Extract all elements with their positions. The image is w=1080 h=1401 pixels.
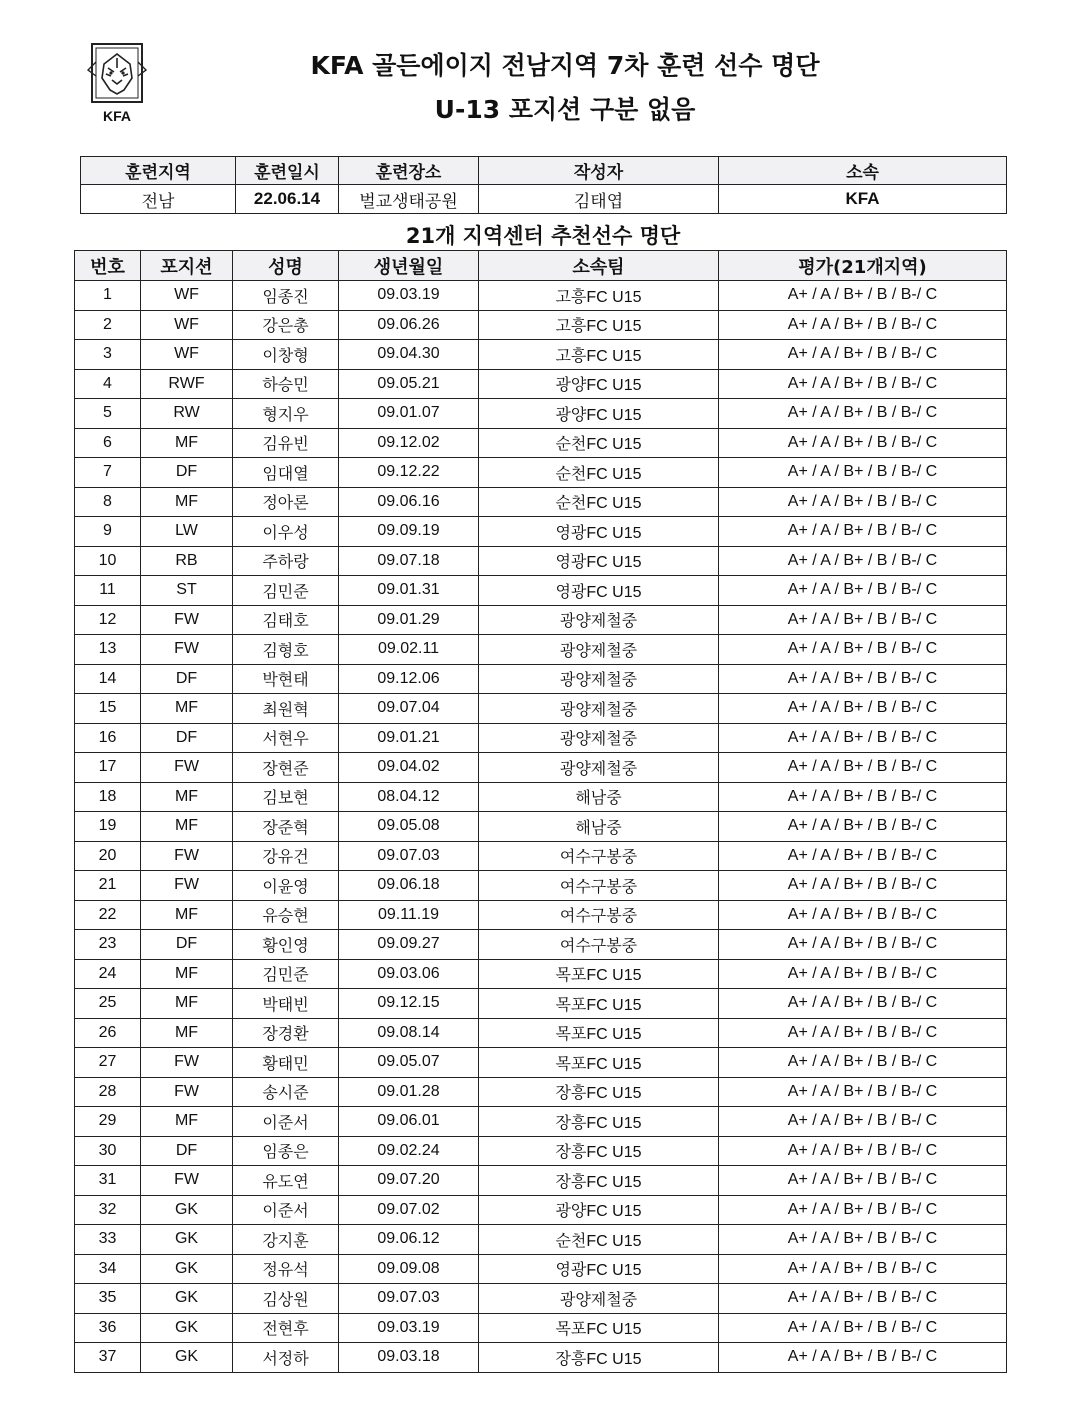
evaluation-cell: A+ / A / B+ / B / B-/ C (719, 1284, 1007, 1314)
row-number-cell: 1 (75, 281, 141, 311)
team-cell: 순천FC U15 (479, 458, 719, 488)
birthdate-cell: 09.07.04 (339, 694, 479, 724)
position-cell: MF (141, 900, 233, 930)
table-row (75, 1284, 1007, 1314)
roster-title: 21개 지역센터 추천선수 명단 (405, 224, 681, 248)
table-row (75, 1225, 1007, 1255)
position-cell: GK (141, 1313, 233, 1343)
row-number-cell: 12 (75, 605, 141, 635)
evaluation-cell: A+ / A / B+ / B / B-/ C (719, 959, 1007, 989)
table-row (75, 1313, 1007, 1343)
team-cell: 목포FC U15 (479, 989, 719, 1019)
player-name-cell: 최원혁 (233, 694, 339, 724)
roster-header-cell: 포지션 (141, 251, 233, 281)
birthdate-cell: 09.05.21 (339, 369, 479, 399)
evaluation-cell: A+ / A / B+ / B / B-/ C (719, 428, 1007, 458)
player-name-cell: 김민준 (233, 959, 339, 989)
roster-header-cell: 성명 (233, 251, 339, 281)
player-name-cell: 임종은 (233, 1136, 339, 1166)
team-cell: 영광FC U15 (479, 517, 719, 547)
row-number-cell: 17 (75, 753, 141, 783)
position-cell: FW (141, 1048, 233, 1078)
birthdate-cell: 09.01.21 (339, 723, 479, 753)
info-header-cell: 작성자 (479, 157, 719, 185)
evaluation-cell: A+ / A / B+ / B / B-/ C (719, 310, 1007, 340)
position-cell: MF (141, 1018, 233, 1048)
info-header-cell: 소속 (719, 157, 1007, 185)
team-cell: 장흥FC U15 (479, 1107, 719, 1137)
evaluation-cell: A+ / A / B+ / B / B-/ C (719, 723, 1007, 753)
evaluation-cell: A+ / A / B+ / B / B-/ C (719, 841, 1007, 871)
birthdate-cell: 09.06.01 (339, 1107, 479, 1137)
birthdate-cell: 09.12.06 (339, 664, 479, 694)
position-cell: FW (141, 1077, 233, 1107)
evaluation-cell: A+ / A / B+ / B / B-/ C (719, 1195, 1007, 1225)
player-name-cell: 김유빈 (233, 428, 339, 458)
position-cell: FW (141, 1166, 233, 1196)
player-name-cell: 장준혁 (233, 812, 339, 842)
row-number-cell: 5 (75, 399, 141, 429)
table-row (75, 664, 1007, 694)
table-row (75, 487, 1007, 517)
team-cell: 광양제철중 (479, 694, 719, 724)
evaluation-cell: A+ / A / B+ / B / B-/ C (719, 1107, 1007, 1137)
position-cell: ST (141, 576, 233, 606)
row-number-cell: 19 (75, 812, 141, 842)
player-name-cell: 김상원 (233, 1284, 339, 1314)
evaluation-cell: A+ / A / B+ / B / B-/ C (719, 1166, 1007, 1196)
player-name-cell: 정아론 (233, 487, 339, 517)
evaluation-cell: A+ / A / B+ / B / B-/ C (719, 458, 1007, 488)
table-row (75, 812, 1007, 842)
position-cell: MF (141, 428, 233, 458)
position-cell: DF (141, 664, 233, 694)
team-cell: 광양제철중 (479, 664, 719, 694)
page-title: KFA 골든에이지 전남지역 7차 훈련 선수 명단 (310, 51, 820, 80)
team-cell: 광양제철중 (479, 723, 719, 753)
team-cell: 고흥FC U15 (479, 340, 719, 370)
row-number-cell: 24 (75, 959, 141, 989)
birthdate-cell: 09.07.03 (339, 1284, 479, 1314)
player-name-cell: 이창형 (233, 340, 339, 370)
table-row (75, 1195, 1007, 1225)
team-cell: 광양제철중 (479, 605, 719, 635)
table-row (75, 1166, 1007, 1196)
player-name-cell: 황태민 (233, 1048, 339, 1078)
table-row (75, 723, 1007, 753)
row-number-cell: 9 (75, 517, 141, 547)
player-name-cell: 장경환 (233, 1018, 339, 1048)
evaluation-cell: A+ / A / B+ / B / B-/ C (719, 635, 1007, 665)
evaluation-cell: A+ / A / B+ / B / B-/ C (719, 782, 1007, 812)
row-number-cell: 22 (75, 900, 141, 930)
team-cell: 고흥FC U15 (479, 310, 719, 340)
row-number-cell: 11 (75, 576, 141, 606)
player-roster-table (74, 250, 1007, 1373)
roster-header-cell: 생년월일 (339, 251, 479, 281)
roster-header-cell: 번호 (75, 251, 141, 281)
team-cell: 장흥FC U15 (479, 1166, 719, 1196)
info-value-cell: 22.06.14 (236, 185, 339, 214)
position-cell: FW (141, 605, 233, 635)
team-cell: 목포FC U15 (479, 1048, 719, 1078)
position-cell: MF (141, 959, 233, 989)
birthdate-cell: 09.04.02 (339, 753, 479, 783)
player-name-cell: 김보현 (233, 782, 339, 812)
birthdate-cell: 09.02.24 (339, 1136, 479, 1166)
row-number-cell: 29 (75, 1107, 141, 1137)
evaluation-cell: A+ / A / B+ / B / B-/ C (719, 930, 1007, 960)
table-row (75, 1343, 1007, 1373)
table-row (75, 753, 1007, 783)
evaluation-cell: A+ / A / B+ / B / B-/ C (719, 1254, 1007, 1284)
row-number-cell: 34 (75, 1254, 141, 1284)
training-info-table (80, 156, 1007, 214)
position-cell: GK (141, 1254, 233, 1284)
position-cell: WF (141, 281, 233, 311)
player-name-cell: 임대열 (233, 458, 339, 488)
player-name-cell: 김형호 (233, 635, 339, 665)
evaluation-cell: A+ / A / B+ / B / B-/ C (719, 900, 1007, 930)
info-header-cell: 훈련일시 (236, 157, 339, 185)
row-number-cell: 30 (75, 1136, 141, 1166)
roster-header-row (75, 251, 1007, 281)
evaluation-cell: A+ / A / B+ / B / B-/ C (719, 812, 1007, 842)
row-number-cell: 4 (75, 369, 141, 399)
evaluation-cell: A+ / A / B+ / B / B-/ C (719, 576, 1007, 606)
row-number-cell: 18 (75, 782, 141, 812)
position-cell: MF (141, 989, 233, 1019)
evaluation-cell: A+ / A / B+ / B / B-/ C (719, 989, 1007, 1019)
birthdate-cell: 09.08.14 (339, 1018, 479, 1048)
row-number-cell: 32 (75, 1195, 141, 1225)
table-row (75, 782, 1007, 812)
info-value-cell: 벌교생태공원 (339, 185, 479, 214)
row-number-cell: 10 (75, 546, 141, 576)
team-cell: 해남중 (479, 812, 719, 842)
table-row (75, 281, 1007, 311)
birthdate-cell: 09.09.27 (339, 930, 479, 960)
player-name-cell: 이준서 (233, 1195, 339, 1225)
row-number-cell: 21 (75, 871, 141, 901)
birthdate-cell: 09.11.19 (339, 900, 479, 930)
birthdate-cell: 09.07.18 (339, 546, 479, 576)
player-name-cell: 박현태 (233, 664, 339, 694)
evaluation-cell: A+ / A / B+ / B / B-/ C (719, 1343, 1007, 1373)
row-number-cell: 35 (75, 1284, 141, 1314)
player-name-cell: 서현우 (233, 723, 339, 753)
position-cell: FW (141, 841, 233, 871)
player-name-cell: 강유건 (233, 841, 339, 871)
logo-text: KFA (103, 108, 131, 124)
team-cell: 목포FC U15 (479, 1313, 719, 1343)
row-number-cell: 23 (75, 930, 141, 960)
birthdate-cell: 09.07.03 (339, 841, 479, 871)
table-row (75, 1077, 1007, 1107)
table-row (75, 1136, 1007, 1166)
birthdate-cell: 09.03.19 (339, 1313, 479, 1343)
team-cell: 광양FC U15 (479, 369, 719, 399)
position-cell: FW (141, 753, 233, 783)
evaluation-cell: A+ / A / B+ / B / B-/ C (719, 546, 1007, 576)
team-cell: 고흥FC U15 (479, 281, 719, 311)
tiger-emblem-icon (84, 42, 150, 106)
team-cell: 장흥FC U15 (479, 1077, 719, 1107)
team-cell: 목포FC U15 (479, 959, 719, 989)
evaluation-cell: A+ / A / B+ / B / B-/ C (719, 664, 1007, 694)
row-number-cell: 27 (75, 1048, 141, 1078)
table-row (75, 694, 1007, 724)
birthdate-cell: 09.06.16 (339, 487, 479, 517)
position-cell: GK (141, 1195, 233, 1225)
position-cell: RW (141, 399, 233, 429)
table-row (75, 310, 1007, 340)
row-number-cell: 6 (75, 428, 141, 458)
table-row (75, 841, 1007, 871)
birthdate-cell: 09.06.18 (339, 871, 479, 901)
evaluation-cell: A+ / A / B+ / B / B-/ C (719, 517, 1007, 547)
evaluation-cell: A+ / A / B+ / B / B-/ C (719, 340, 1007, 370)
info-header-row (81, 157, 1007, 185)
team-cell: 목포FC U15 (479, 1018, 719, 1048)
row-number-cell: 31 (75, 1166, 141, 1196)
roster-header-cell: 평가(21개지역) (719, 251, 1007, 281)
table-row (75, 959, 1007, 989)
position-cell: WF (141, 340, 233, 370)
birthdate-cell: 09.12.15 (339, 989, 479, 1019)
evaluation-cell: A+ / A / B+ / B / B-/ C (719, 1313, 1007, 1343)
position-cell: DF (141, 723, 233, 753)
birthdate-cell: 09.01.28 (339, 1077, 479, 1107)
team-cell: 여수구봉중 (479, 841, 719, 871)
table-row (75, 340, 1007, 370)
position-cell: WF (141, 310, 233, 340)
player-name-cell: 이우성 (233, 517, 339, 547)
position-cell: GK (141, 1284, 233, 1314)
table-row (75, 900, 1007, 930)
table-row (75, 605, 1007, 635)
kfa-logo (84, 42, 150, 128)
row-number-cell: 20 (75, 841, 141, 871)
player-name-cell: 김민준 (233, 576, 339, 606)
row-number-cell: 8 (75, 487, 141, 517)
position-cell: DF (141, 930, 233, 960)
player-name-cell: 송시준 (233, 1077, 339, 1107)
table-row (75, 989, 1007, 1019)
birthdate-cell: 09.09.19 (339, 517, 479, 547)
player-name-cell: 유도연 (233, 1166, 339, 1196)
player-name-cell: 장현준 (233, 753, 339, 783)
player-name-cell: 정유석 (233, 1254, 339, 1284)
team-cell: 순천FC U15 (479, 428, 719, 458)
evaluation-cell: A+ / A / B+ / B / B-/ C (719, 281, 1007, 311)
birthdate-cell: 09.01.07 (339, 399, 479, 429)
player-name-cell: 강은총 (233, 310, 339, 340)
position-cell: MF (141, 782, 233, 812)
evaluation-cell: A+ / A / B+ / B / B-/ C (719, 753, 1007, 783)
page-subtitle: U-13 포지션 구분 없음 (434, 95, 696, 124)
birthdate-cell: 09.06.12 (339, 1225, 479, 1255)
player-name-cell: 황인영 (233, 930, 339, 960)
team-cell: 여수구봉중 (479, 900, 719, 930)
player-name-cell: 전현후 (233, 1313, 339, 1343)
birthdate-cell: 09.12.22 (339, 458, 479, 488)
evaluation-cell: A+ / A / B+ / B / B-/ C (719, 487, 1007, 517)
player-name-cell: 이윤영 (233, 871, 339, 901)
birthdate-cell: 09.07.20 (339, 1166, 479, 1196)
player-name-cell: 임종진 (233, 281, 339, 311)
team-cell: 여수구봉중 (479, 871, 719, 901)
team-cell: 해남중 (479, 782, 719, 812)
evaluation-cell: A+ / A / B+ / B / B-/ C (719, 1048, 1007, 1078)
row-number-cell: 36 (75, 1313, 141, 1343)
team-cell: 영광FC U15 (479, 1254, 719, 1284)
team-cell: 장흥FC U15 (479, 1343, 719, 1373)
team-cell: 장흥FC U15 (479, 1136, 719, 1166)
position-cell: GK (141, 1343, 233, 1373)
row-number-cell: 25 (75, 989, 141, 1019)
team-cell: 순천FC U15 (479, 487, 719, 517)
birthdate-cell: 09.06.26 (339, 310, 479, 340)
table-row (75, 1107, 1007, 1137)
birthdate-cell: 09.01.31 (339, 576, 479, 606)
table-row (75, 576, 1007, 606)
table-row (75, 517, 1007, 547)
player-name-cell: 형지우 (233, 399, 339, 429)
birthdate-cell: 09.01.29 (339, 605, 479, 635)
row-number-cell: 7 (75, 458, 141, 488)
birthdate-cell: 09.04.30 (339, 340, 479, 370)
table-row (75, 871, 1007, 901)
row-number-cell: 14 (75, 664, 141, 694)
table-row (75, 1018, 1007, 1048)
birthdate-cell: 09.12.02 (339, 428, 479, 458)
info-value-cell: 김태엽 (479, 185, 719, 214)
position-cell: MF (141, 812, 233, 842)
row-number-cell: 13 (75, 635, 141, 665)
row-number-cell: 28 (75, 1077, 141, 1107)
position-cell: RWF (141, 369, 233, 399)
birthdate-cell: 09.07.02 (339, 1195, 479, 1225)
evaluation-cell: A+ / A / B+ / B / B-/ C (719, 1225, 1007, 1255)
table-row (75, 635, 1007, 665)
birthdate-cell: 09.05.07 (339, 1048, 479, 1078)
team-cell: 광양제철중 (479, 635, 719, 665)
row-number-cell: 3 (75, 340, 141, 370)
evaluation-cell: A+ / A / B+ / B / B-/ C (719, 694, 1007, 724)
roster-body (75, 281, 1007, 1373)
evaluation-cell: A+ / A / B+ / B / B-/ C (719, 1018, 1007, 1048)
info-header-cell: 훈련장소 (339, 157, 479, 185)
evaluation-cell: A+ / A / B+ / B / B-/ C (719, 871, 1007, 901)
birthdate-cell: 09.09.08 (339, 1254, 479, 1284)
birthdate-cell: 09.05.08 (339, 812, 479, 842)
player-name-cell: 하승민 (233, 369, 339, 399)
evaluation-cell: A+ / A / B+ / B / B-/ C (719, 369, 1007, 399)
evaluation-cell: A+ / A / B+ / B / B-/ C (719, 605, 1007, 635)
table-row (75, 428, 1007, 458)
position-cell: MF (141, 1107, 233, 1137)
table-row (75, 546, 1007, 576)
table-row (75, 458, 1007, 488)
table-row (75, 369, 1007, 399)
position-cell: FW (141, 635, 233, 665)
position-cell: DF (141, 1136, 233, 1166)
team-cell: 순천FC U15 (479, 1225, 719, 1255)
row-number-cell: 15 (75, 694, 141, 724)
player-name-cell: 서정하 (233, 1343, 339, 1373)
player-name-cell: 유승현 (233, 900, 339, 930)
row-number-cell: 37 (75, 1343, 141, 1373)
birthdate-cell: 08.04.12 (339, 782, 479, 812)
player-name-cell: 김태호 (233, 605, 339, 635)
evaluation-cell: A+ / A / B+ / B / B-/ C (719, 399, 1007, 429)
player-name-cell: 강지훈 (233, 1225, 339, 1255)
position-cell: LW (141, 517, 233, 547)
roster-header-cell: 소속팀 (479, 251, 719, 281)
table-row (75, 1254, 1007, 1284)
team-cell: 광양제철중 (479, 1284, 719, 1314)
table-row (75, 930, 1007, 960)
team-cell: 영광FC U15 (479, 576, 719, 606)
row-number-cell: 33 (75, 1225, 141, 1255)
row-number-cell: 2 (75, 310, 141, 340)
evaluation-cell: A+ / A / B+ / B / B-/ C (719, 1077, 1007, 1107)
table-row (75, 1048, 1007, 1078)
team-cell: 광양FC U15 (479, 399, 719, 429)
team-cell: 영광FC U15 (479, 546, 719, 576)
info-value-cell: 전남 (81, 185, 236, 214)
birthdate-cell: 09.03.18 (339, 1343, 479, 1373)
position-cell: DF (141, 458, 233, 488)
player-name-cell: 박태빈 (233, 989, 339, 1019)
team-cell: 여수구봉중 (479, 930, 719, 960)
birthdate-cell: 09.03.06 (339, 959, 479, 989)
position-cell: MF (141, 487, 233, 517)
team-cell: 광양FC U15 (479, 1195, 719, 1225)
table-row (75, 399, 1007, 429)
position-cell: MF (141, 694, 233, 724)
info-value-cell: KFA (719, 185, 1007, 214)
row-number-cell: 16 (75, 723, 141, 753)
birthdate-cell: 09.02.11 (339, 635, 479, 665)
birthdate-cell: 09.03.19 (339, 281, 479, 311)
position-cell: RB (141, 546, 233, 576)
info-value-row (81, 185, 1007, 214)
team-cell: 광양제철중 (479, 753, 719, 783)
row-number-cell: 26 (75, 1018, 141, 1048)
evaluation-cell: A+ / A / B+ / B / B-/ C (719, 1136, 1007, 1166)
info-header-cell: 훈련지역 (81, 157, 236, 185)
player-name-cell: 주하랑 (233, 546, 339, 576)
player-name-cell: 이준서 (233, 1107, 339, 1137)
position-cell: FW (141, 871, 233, 901)
position-cell: GK (141, 1225, 233, 1255)
